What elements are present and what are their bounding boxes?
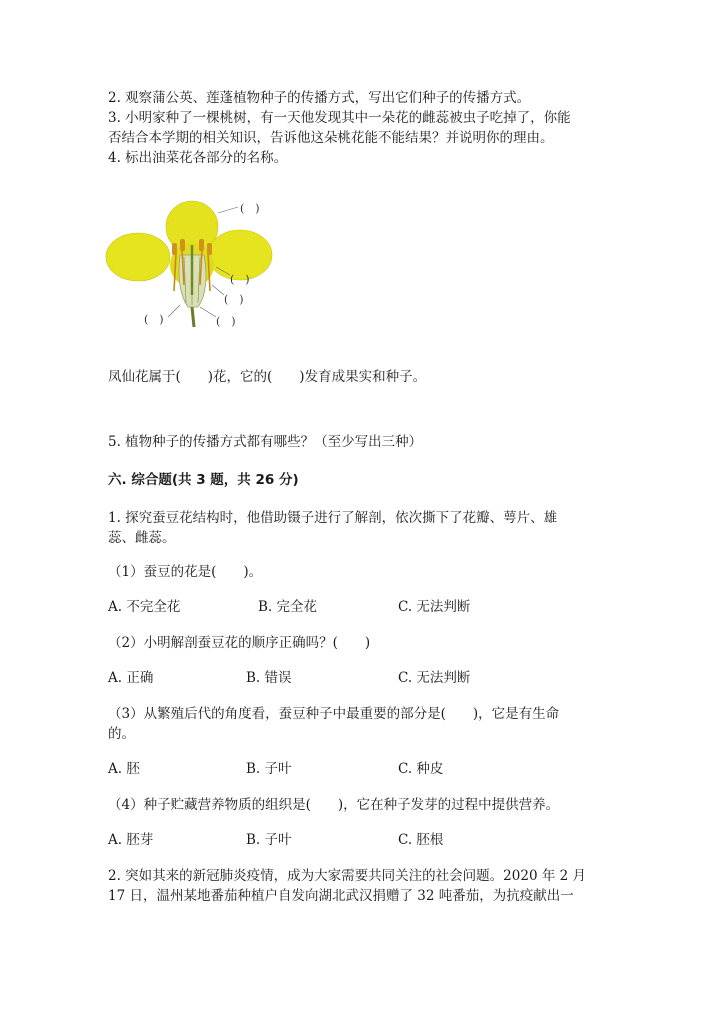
figure-blank-label: ( ) <box>144 313 164 326</box>
option-b: B. 完全花 <box>258 599 318 615</box>
sub-question-4: （4）种子贮藏营养物质的组织是( )，它在种子发芽的过程中提供营养。 <box>108 797 560 813</box>
figure-blank-label: ( ) <box>230 273 250 286</box>
question-4-text: 4. 标出油菜花各部分的名称。 <box>108 150 288 166</box>
sub-question-3: （3）从繁殖后代的角度看，蚕豆种子中最重要的部分是( )，它是有生命 <box>108 706 560 722</box>
option-b: B. 错误 <box>246 670 292 686</box>
sub-question-1: （1）蚕豆的花是( )。 <box>108 564 263 580</box>
option-c: C. 胚根 <box>398 832 444 848</box>
comp-question-2-text-cont: 17 日，温州某地番茄种植户自发向湖北武汉捐赠了 32 吨番茄，为抗疫献出一 <box>108 888 574 904</box>
option-c: C. 无法判断 <box>398 670 471 686</box>
section-heading: 六. 综合题(共 3 题，共 26 分) <box>108 472 299 488</box>
rapeseed-flower-icon <box>100 195 280 335</box>
question-3-text-cont: 否结合本学期的相关知识，告诉他这朵桃花能不能结果？并说明你的理由。 <box>108 130 554 146</box>
sub-question-2: （2）小明解剖蚕豆花的顺序正确吗？( ) <box>108 635 371 651</box>
option-a: A. 正确 <box>108 670 154 686</box>
option-a: A. 胚芽 <box>108 832 154 848</box>
figure-blank-label: ( ) <box>224 293 244 306</box>
comp-question-1-text: 1. 探究蚕豆花结构时，他借助镊子进行了解剖，依次撕下了花瓣、萼片、雄 <box>108 510 558 526</box>
option-c: C. 无法判断 <box>398 599 471 615</box>
question-2-text: 2. 观察蒲公英、莲蓬植物种子的传播方式，写出它们种子的传播方式。 <box>108 90 531 106</box>
fill-in-text: 凤仙花属于( )花，它的( )发育成果实和种子。 <box>108 369 427 385</box>
question-5-text: 5. 植物种子的传播方式都有哪些？（至少写出三种） <box>108 434 423 450</box>
sub-question-3-cont: 的。 <box>108 726 135 742</box>
option-a: A. 不完全花 <box>108 599 181 615</box>
question-3-text: 3. 小明家种了一棵桃树，有一天他发现其中一朵花的雌蕊被虫子吃掉了，你能 <box>108 110 571 126</box>
option-a: A. 胚 <box>108 761 140 777</box>
option-b: B. 子叶 <box>246 761 292 777</box>
figure-blank-label: ( ) <box>216 315 236 328</box>
option-b: B. 子叶 <box>246 832 292 848</box>
option-c: C. 种皮 <box>398 761 444 777</box>
figure-blank-label: ( ) <box>240 202 260 215</box>
comp-question-2-text: 2. 突如其来的新冠肺炎疫情，成为大家需要共同关注的社会问题。2020 年 2 月 <box>108 868 586 884</box>
comp-question-1-text-cont: 蕊、雌蕊。 <box>108 530 176 546</box>
